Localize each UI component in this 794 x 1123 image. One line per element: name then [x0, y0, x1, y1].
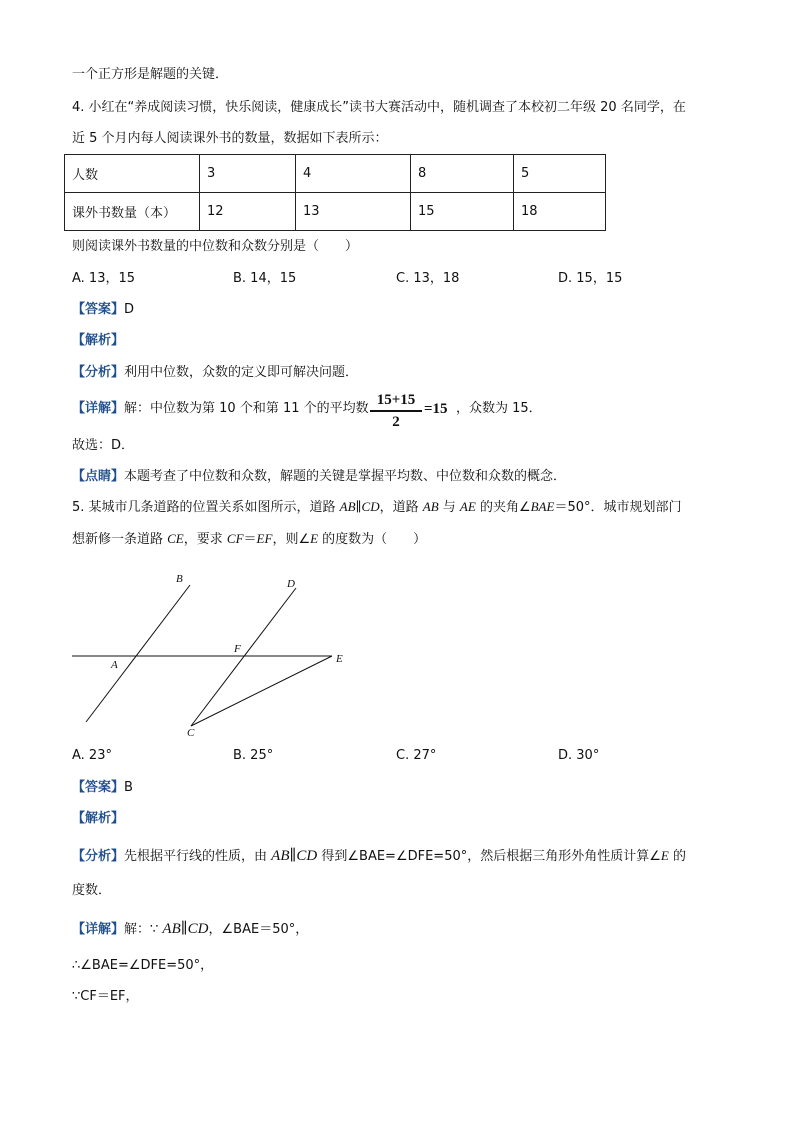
text-span: ＝50°．城市规划部门 [554, 500, 682, 515]
math-span: E [310, 531, 319, 546]
intro-line: 一个正方形是解题的关键． [72, 67, 229, 82]
math-span: AB∥CD [271, 848, 318, 864]
math-span: CF [226, 531, 244, 546]
q4-fraction [368, 391, 424, 431]
math-span: AE [459, 499, 476, 514]
q4-fenxi-line [72, 364, 358, 382]
table-cell: 8 [411, 155, 514, 193]
q5-option-a: A. 23° [72, 748, 112, 763]
text-span: ，则∠ [272, 532, 311, 547]
q5-option-c: C. 27° [396, 748, 437, 763]
label-c: C [187, 727, 195, 739]
q5-option-d: D. 30° [558, 748, 600, 763]
text-span: ，∠BAE＝50°， [208, 922, 309, 937]
q4-dianjing-line [72, 468, 566, 486]
answer-tag: 【答案】 [72, 780, 125, 795]
road-line-ab [86, 585, 190, 722]
q4-analysis-heading [72, 332, 124, 350]
road-line-ce [191, 656, 332, 726]
geometry-figure [60, 570, 360, 742]
analysis-tag: 【解析】 [72, 811, 125, 826]
text-span: 得到∠BAE=∠DFE=50°，然后根据三角形外角性质计算∠ [317, 849, 661, 864]
text-span: 的度数为（ ） [318, 532, 427, 547]
math-span: AB∥CD [339, 499, 380, 514]
fenxi-tag: 【分析】 [72, 365, 125, 380]
q5-fenxi-line1 [72, 847, 686, 866]
table-cell: 18 [514, 193, 606, 231]
text-span: 的夹角∠ [475, 500, 531, 515]
analysis-tag: 【解析】 [72, 333, 125, 348]
road-line-cd [191, 588, 296, 726]
q5-answer-line [72, 779, 133, 797]
fenxi-text: 利用中位数，众数的定义即可解决问题． [124, 365, 359, 380]
q4-option-c: C. 13，18 [396, 271, 460, 286]
text-span: 与 [438, 500, 460, 515]
table-cell: 13 [296, 193, 411, 231]
q5-stem-line2 [72, 530, 426, 549]
answer-value: B [124, 780, 133, 795]
table-cell: 人数 [65, 155, 200, 193]
label-b: B [176, 573, 183, 585]
table-cell: 12 [200, 193, 296, 231]
text-span: ，道路 [379, 500, 423, 515]
detail-tag: 【详解】 [72, 401, 125, 416]
detail-tag: 【详解】 [72, 922, 125, 937]
math-span: AB [422, 499, 439, 514]
answer-tag: 【答案】 [72, 302, 125, 317]
label-a: A [111, 659, 118, 671]
q4-stem-line1: 4. 小红在“养成阅读习惯，快乐阅读，健康成长”读书大赛活动中，随机调查了本校初二年级 20 名同学，在 [72, 100, 686, 115]
q4-option-a: A. 13，15 [72, 271, 136, 286]
math-span: BAE [530, 499, 555, 514]
q4-stem-line2: 近 5 个月内每人阅读课外书的数量，数据如下表所示： [72, 131, 388, 146]
detail-text-a: 解：中位数为第 10 个和第 11 个的平均数 [124, 401, 369, 416]
fraction-denominator: 2 [392, 413, 400, 430]
q5-step2: ∴∠BAE=∠DFE=50°， [72, 958, 214, 973]
q5-step3: ∵CF＝EF， [72, 989, 139, 1004]
q5-fenxi-line2: 度数． [72, 883, 112, 898]
table-cell: 5 [514, 155, 606, 193]
q4-option-b: B. 14，15 [233, 271, 297, 286]
table-row [65, 193, 606, 231]
q4-answer-line [72, 301, 134, 319]
math-span: E [660, 848, 669, 863]
q5-detail-line [72, 920, 308, 939]
answer-value: D [124, 302, 135, 317]
fraction-numerator: 15+15 [376, 392, 416, 408]
dianjing-tag: 【点睛】 [72, 469, 125, 484]
text-span: 5. 某城市几条道路的位置关系如图所示，道路 [72, 500, 340, 515]
table-row [65, 155, 606, 193]
text-span: ，要求 [183, 532, 227, 547]
q4-choose-line: 故选：D． [72, 438, 135, 453]
label-e: E [336, 653, 343, 665]
q4-question: 则阅读课外书数量的中位数和众数分别是（ ） [72, 239, 359, 254]
table-cell: 4 [296, 155, 411, 193]
label-d: D [287, 578, 295, 590]
q5-option-b: B. 25° [233, 748, 274, 763]
text-span: 解：∵ [124, 922, 163, 937]
math-span: CE [167, 531, 184, 546]
fenxi-tag: 【分析】 [72, 849, 125, 864]
q4-detail-text-b: ，众数为 15． [456, 401, 542, 416]
table-cell: 15 [411, 193, 514, 231]
text-span: 想新修一条道路 [72, 532, 168, 547]
math-span: EF [256, 531, 273, 546]
table-cell: 3 [200, 155, 296, 193]
q4-detail-line [72, 400, 369, 418]
math-span: AB∥CD [162, 921, 209, 937]
q4-fraction-result: =15 [424, 401, 448, 417]
text-span: 的 [668, 849, 686, 864]
text-span: ＝ [243, 532, 257, 547]
dianjing-text: 本题考查了中位数和众数，解题的关键是掌握平均数、中位数和众数的概念． [124, 469, 567, 484]
label-f: F [234, 643, 241, 655]
fraction-bar [370, 410, 422, 412]
q5-stem-line1 [72, 498, 681, 517]
q4-option-d: D. 15，15 [558, 271, 623, 286]
q5-analysis-heading [72, 810, 124, 828]
table-cell: 课外书数量（本） [65, 193, 200, 231]
text-span: 先根据平行线的性质，由 [124, 849, 272, 864]
q4-data-table [64, 154, 606, 231]
